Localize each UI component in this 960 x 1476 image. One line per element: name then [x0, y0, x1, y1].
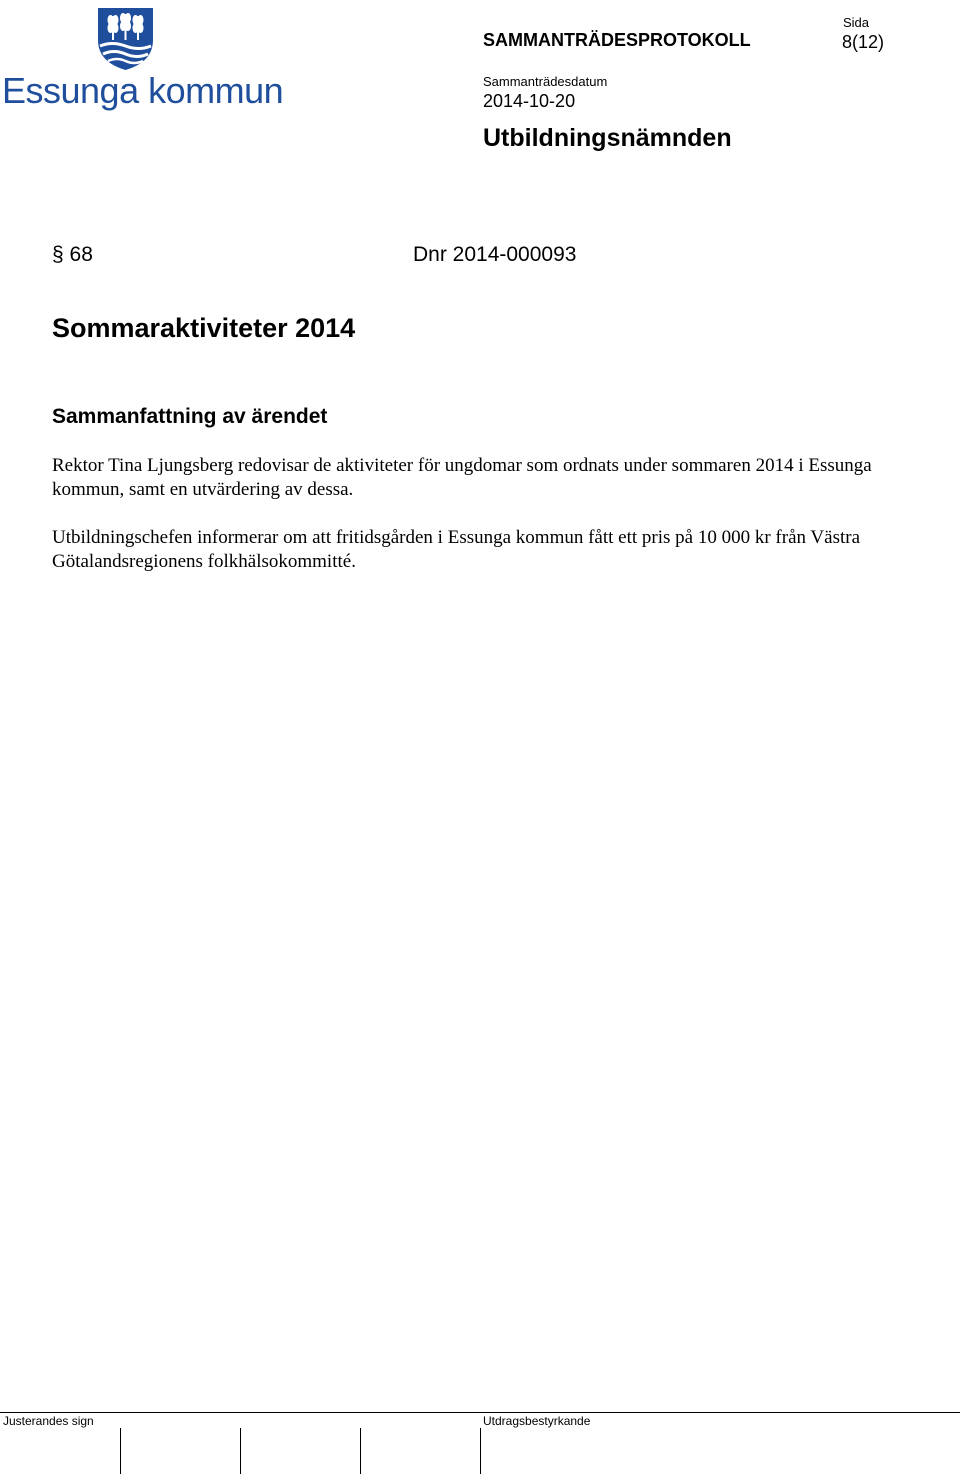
- item-title: Sommaraktiviteter 2014: [52, 313, 356, 343]
- footer-divider: [0, 1412, 960, 1413]
- signature-box-divider: [120, 1428, 121, 1474]
- page-number: 8(12): [842, 32, 885, 52]
- page-label: Sida: [843, 15, 870, 30]
- body-paragraph: Rektor Tina Ljungsberg redovisar de aktiviteter för ungdomar som ordnats under sommaren 2014 i Essunga kommun, samt en utvärdering av dessa.: [52, 455, 872, 500]
- signature-label: Justerandes sign: [3, 1414, 94, 1428]
- paragraph-number: § 68: [52, 243, 93, 266]
- summary-heading: Sammanfattning av ärendet: [52, 405, 328, 428]
- certification-label: Utdragsbestyrkande: [483, 1414, 591, 1428]
- logo-text: Essunga kommun: [2, 70, 284, 111]
- signature-box-divider: [480, 1428, 481, 1474]
- case-number: Dnr 2014-000093: [413, 243, 577, 266]
- document-type: SAMMANTRÄDESPROTOKOLL: [483, 30, 751, 50]
- body-paragraph: Utbildningschefen informerar om att fritidsgården i Essunga kommun fått ett pris på 10 000 kr från Västra Götalandsregionens folkhälsokommitté.: [52, 527, 861, 572]
- coat-of-arms-icon: [0, 0, 260, 72]
- meeting-date-label: Sammanträdesdatum: [483, 74, 608, 89]
- committee-name: Utbildningsnämnden: [483, 124, 732, 152]
- signature-box-divider: [240, 1428, 241, 1474]
- meeting-date-value: 2014-10-20: [483, 91, 576, 111]
- signature-box-divider: [360, 1428, 361, 1474]
